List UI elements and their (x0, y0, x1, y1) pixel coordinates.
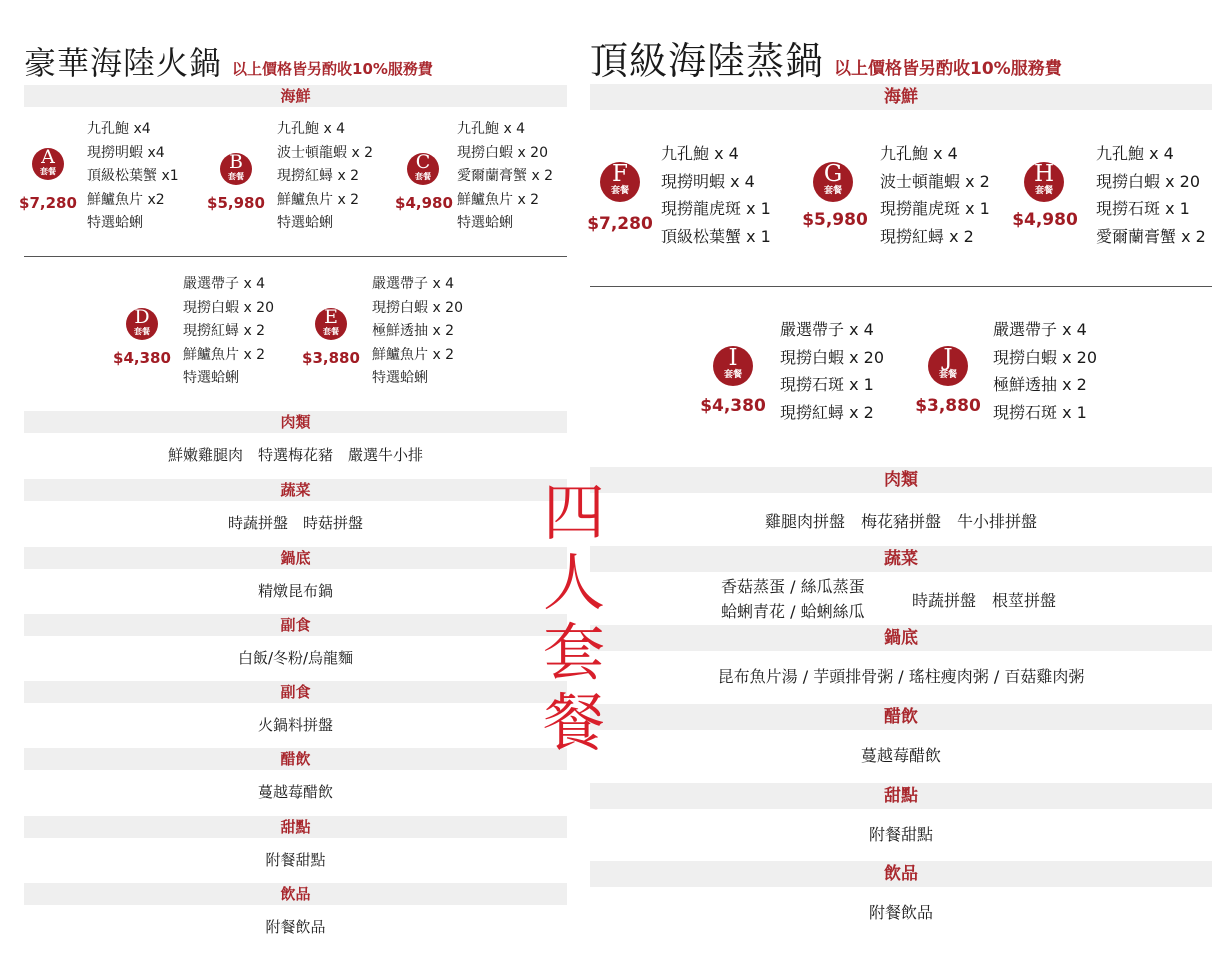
section-text-vegetable: 時蔬拼盤 時菇拼盤 (227, 514, 363, 532)
set-badge: I 套餐 (713, 346, 753, 386)
set-price: $7,280 (587, 214, 653, 234)
section-header-vinegar: 醋飲 (24, 748, 567, 770)
four-person-set-label: 四 人 套 餐 (542, 476, 605, 759)
section-header-soup-base: 鍋底 (590, 625, 1212, 651)
set-items: 嚴選帶子 x 4 現撈白蝦 x 20 現撈石斑 x 1 現撈紅蟳 x 2 (780, 320, 885, 422)
section-header-vinegar: 醋飲 (590, 704, 1212, 730)
set-price: $5,980 (802, 210, 868, 230)
section-header-meat: 肉類 (590, 467, 1212, 493)
section-header-seafood: 海鮮 (24, 85, 567, 107)
divider (590, 286, 1212, 287)
set-items: 嚴選帶子 x 4 現撈白蝦 x 20 現撈紅蟳 x 2 鮮鱸魚片 x 2 特選蛤蜊 (183, 276, 274, 386)
set-badge: D 套餐 (126, 308, 158, 340)
set-items: 嚴選帶子 x 4 現撈白蝦 x 20 極鮮透抽 x 2 鮮鱸魚片 x 2 特選蛤蜊 (372, 276, 463, 386)
set-badge: A 套餐 (32, 148, 64, 180)
section-text-dessert: 附餐甜點 (868, 825, 933, 844)
section-text-side-1: 白飯/冬粉/烏龍麵 (237, 649, 354, 667)
set-price: $7,280 (19, 194, 77, 212)
set-items: 九孔鮑 x 4 現撈白蝦 x 20 現撈石斑 x 1 愛爾蘭膏蟹 x 2 (1096, 144, 1206, 246)
service-charge-note: 以上價格皆另酌收10%服務費 (232, 60, 433, 78)
set-badge: F 套餐 (600, 162, 640, 202)
section-header-side-2: 副食 (24, 681, 567, 703)
set-items: 九孔鮑 x 4 現撈白蝦 x 20 愛爾蘭膏蟹 x 2 鮮鱸魚片 x 2 特選蛤蜊 (457, 121, 554, 231)
veg-platters: 時蔬拼盤 根莖拼盤 (912, 591, 1057, 610)
set-items: 九孔鮑 x 4 現撈明蝦 x 4 現撈龍虎斑 x 1 頂級松葉蟹 x 1 (661, 144, 771, 246)
section-text-vinegar: 蔓越莓醋飲 (257, 783, 333, 801)
section-text-drink: 附餐飲品 (265, 918, 326, 936)
section-text-meat: 鮮嫩雞腿肉 特選梅花豬 嚴選牛小排 (167, 446, 423, 464)
section-header-vegetable: 蔬菜 (590, 546, 1212, 572)
set-items: 嚴選帶子 x 4 現撈白蝦 x 20 極鮮透抽 x 2 現撈石斑 x 1 (993, 320, 1098, 422)
set-badge: E 套餐 (315, 308, 347, 340)
menu-title: 豪華海陸火鍋 (24, 44, 223, 82)
section-header-side-1: 副食 (24, 614, 567, 636)
set-badge: C 套餐 (407, 153, 439, 185)
section-text-soup-base: 昆布魚片湯 / 芋頭排骨粥 / 瑤柱瘦肉粥 / 百菇雞肉粥 (717, 667, 1085, 686)
set-price: $5,980 (207, 194, 265, 212)
set-badge: H 套餐 (1024, 162, 1064, 202)
menu-title-row (24, 38, 433, 84)
section-text-soup-base: 精燉昆布鍋 (257, 582, 333, 600)
section-header-drink: 飲品 (590, 861, 1212, 887)
menu-title: 頂級海陸蒸鍋 (590, 39, 825, 83)
set-items: 九孔鮑 x4 現撈明蝦 x4 頂級松葉蟹 x1 鮮鱸魚片 x2 特選蛤蜊 (87, 121, 179, 231)
divider (24, 256, 567, 257)
section-header-soup-base: 鍋底 (24, 547, 567, 569)
set-items: 九孔鮑 x 4 波士頓龍蝦 x 2 現撈龍虎斑 x 1 現撈紅蟳 x 2 (880, 144, 990, 246)
section-text-drink: 附餐飲品 (868, 903, 933, 922)
menu-title-row (590, 30, 1062, 85)
veg-steamed-options: 香菇蒸蛋 / 絲瓜蒸蛋 蛤蜊青花 / 蛤蜊絲瓜 (721, 577, 865, 621)
section-text-side-2: 火鍋料拼盤 (257, 716, 333, 734)
section-header-drink: 飲品 (24, 883, 567, 905)
set-price: $4,980 (395, 194, 453, 212)
set-price: $4,380 (113, 349, 171, 367)
section-header-vegetable: 蔬菜 (24, 479, 567, 501)
set-price: $3,880 (915, 396, 981, 416)
set-price: $4,380 (700, 396, 766, 416)
section-header-seafood: 海鮮 (590, 84, 1212, 110)
set-items: 九孔鮑 x 4 波士頓龍蝦 x 2 現撈紅蟳 x 2 鮮鱸魚片 x 2 特選蛤蜊 (277, 121, 374, 231)
section-header-dessert: 甜點 (590, 783, 1212, 809)
set-badge: J 套餐 (928, 346, 968, 386)
set-badge: B 套餐 (220, 153, 252, 185)
set-price: $3,880 (302, 349, 360, 367)
section-text-meat: 雞腿肉拼盤 梅花豬拼盤 牛小排拼盤 (764, 512, 1037, 531)
section-text-vinegar: 蔓越莓醋飲 (860, 746, 941, 765)
section-header-dessert: 甜點 (24, 816, 567, 838)
set-badge: G 套餐 (813, 162, 853, 202)
service-charge-note: 以上價格皆另酌收10%服務費 (834, 59, 1062, 79)
set-price: $4,980 (1012, 210, 1078, 230)
section-text-dessert: 附餐甜點 (265, 851, 326, 869)
section-header-meat: 肉類 (24, 411, 567, 433)
